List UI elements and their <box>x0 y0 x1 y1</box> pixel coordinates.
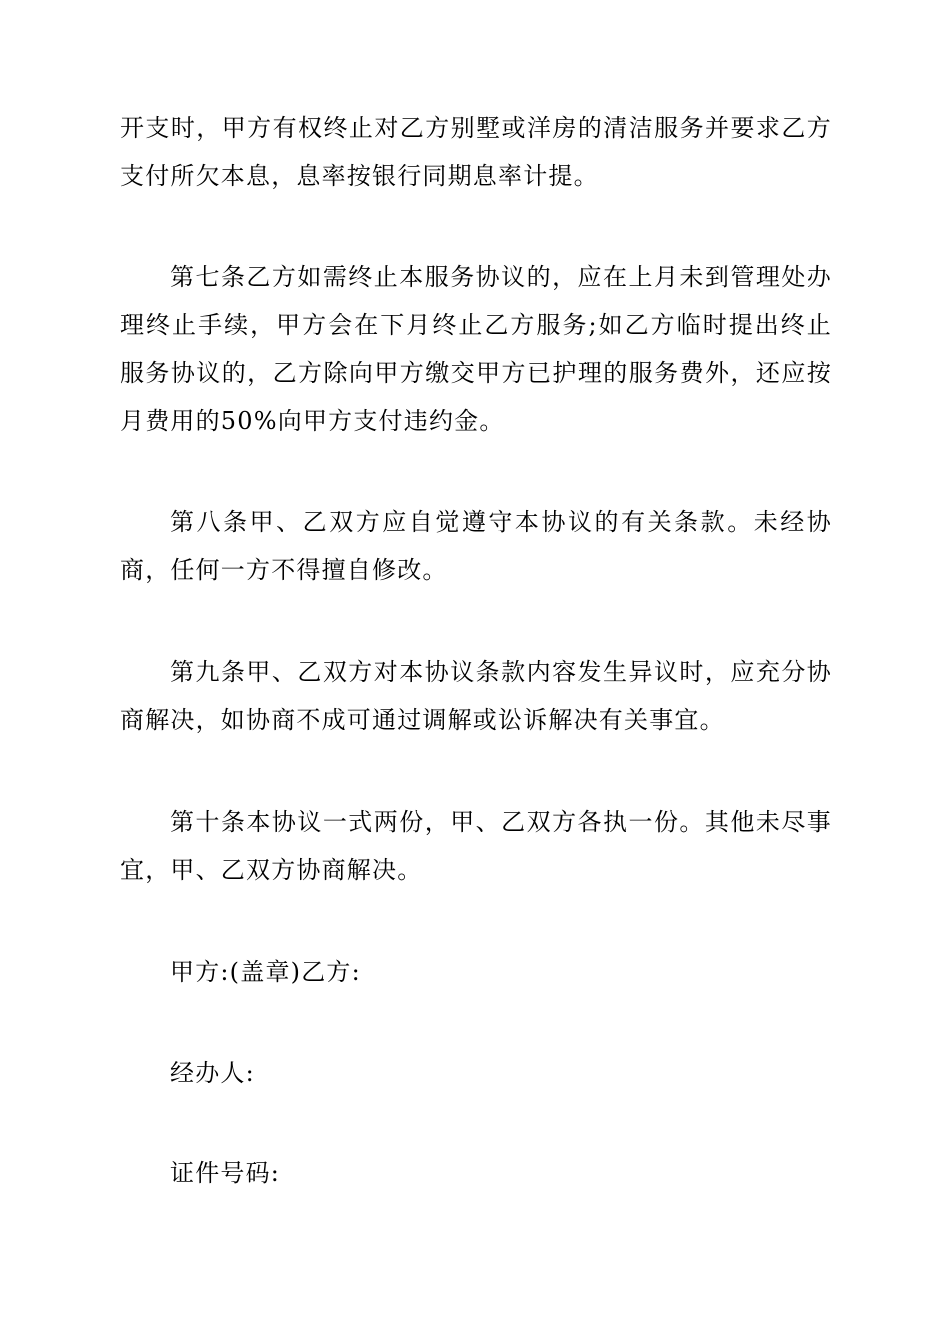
paragraph-article-10: 第十条本协议一式两份，甲、乙双方各执一份。其他未尽事宜，甲、乙双方协商解决。 <box>120 808 832 884</box>
signature-parties-line: 甲方:(盖章)乙方: <box>170 958 361 986</box>
paragraph-article-7: 第七条乙方如需终止本服务协议的，应在上月未到管理处办理终止手续，甲方会在下月终止乙方服务;如乙方临时提出终止服务协议的，乙方除向甲方缴交甲方已护理的服务费外，还应按月费用的50%向甲方支付违约金。 <box>120 263 832 435</box>
paragraph-article-9: 第九条甲、乙双方对本协议条款内容发生异议时，应充分协商解决，如协商不成可通过调解或讼诉解决有关事宜。 <box>120 658 832 734</box>
signature-agent-line: 经办人: <box>170 1059 255 1087</box>
paragraph-article-8: 第八条甲、乙双方应自觉遵守本协议的有关条款。未经协商，任何一方不得擅自修改。 <box>120 508 832 584</box>
signature-id-number-line: 证件号码: <box>170 1159 281 1187</box>
paragraph-continuation: 开支时，甲方有权终止对乙方别墅或洋房的清洁服务并要求乙方支付所欠本息，息率按银行同期息率计提。 <box>120 114 832 190</box>
